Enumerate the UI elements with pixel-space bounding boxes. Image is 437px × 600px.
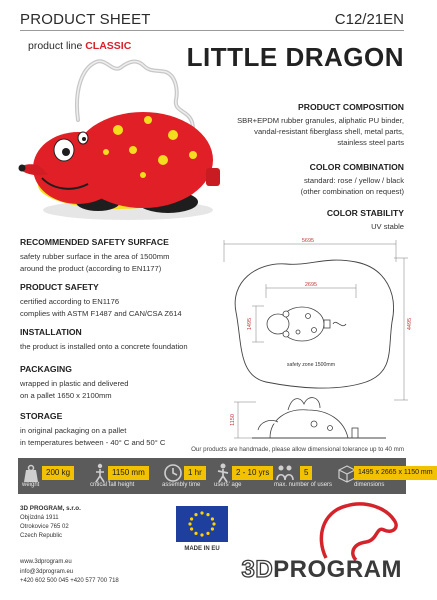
storage-line: in original packaging on a pallet xyxy=(20,426,127,435)
safety-surface-line: around the product (according to EN1177) xyxy=(20,264,162,273)
company-address-line: Czech Republic xyxy=(20,533,63,539)
spec-weight-label: weight xyxy=(22,482,40,488)
logo-name: PROGRAM xyxy=(273,556,402,583)
product-safety-line: certified according to EN1176 xyxy=(20,297,120,306)
color-combination-line: (other combination on request) xyxy=(300,187,404,196)
spec-assembly-time-value: 1 hr xyxy=(184,466,206,480)
installation-block xyxy=(20,326,205,353)
storage-block xyxy=(20,410,205,449)
composition-line: vandal-resistant fiberglass shell, metal parts, xyxy=(254,127,404,136)
spec-users-age-label: users' age xyxy=(214,482,242,488)
sheet-label: PRODUCT SHEET xyxy=(20,11,151,28)
email-link[interactable]: info@3dprogram.eu xyxy=(20,568,74,575)
header-divider xyxy=(20,30,404,31)
packaging-line: wrapped in plastic and delivered xyxy=(20,379,129,388)
safety-zone-label: safety zone 1500mm xyxy=(286,362,336,368)
color-stability-line: UV stable xyxy=(371,222,404,231)
packaging-block xyxy=(20,363,205,402)
dim-inner-width: 2695 xyxy=(304,282,318,288)
sheet-code: C12/21EN xyxy=(334,11,404,28)
composition-heading: PRODUCT COMPOSITION xyxy=(298,102,404,112)
program-logo xyxy=(241,556,402,584)
product-safety-heading: PRODUCT SAFETY xyxy=(20,282,99,292)
installation-line: the product is installed onto a concrete foundation xyxy=(20,342,188,351)
spec-max-users xyxy=(272,458,334,494)
color-combination-line: standard: rose / yellow / black xyxy=(303,176,404,185)
spec-strip xyxy=(18,458,433,494)
weight-icon xyxy=(20,462,42,484)
spec-dimensions-label: dimensions xyxy=(354,482,385,488)
composition-block xyxy=(237,102,404,148)
packaging-line: on a pallet 1650 x 2100mm xyxy=(20,391,112,400)
contact-info xyxy=(20,558,119,587)
spec-users-age-value: 2 - 10 yrs xyxy=(232,466,273,480)
dim-depth: 4495 xyxy=(407,317,413,331)
color-stability-heading: COLOR STABILITY xyxy=(326,208,404,218)
spec-weight xyxy=(18,458,88,494)
product-line-prefix: product line xyxy=(28,40,83,52)
users-icon xyxy=(274,462,296,484)
tolerance-note: Our products are handmade, please allow dimensional tolerance up to 40 mm xyxy=(191,446,404,453)
website-link[interactable]: www.3dprogram.eu xyxy=(20,559,72,565)
company-address-line: Otrokovice 765 02 xyxy=(20,524,69,530)
storage-heading: STORAGE xyxy=(20,411,63,421)
technical-drawing xyxy=(216,232,412,444)
color-stability-block xyxy=(327,208,404,232)
company-info xyxy=(20,504,81,541)
logo-prefix: 3D xyxy=(241,556,274,583)
product-line-name: CLASSIC xyxy=(85,40,132,52)
spec-fall-height-value: 1150 mm xyxy=(108,466,149,480)
made-in-eu: MADE IN EU xyxy=(184,546,220,552)
dim-inner-depth: 1495 xyxy=(247,317,253,331)
product-safety-block xyxy=(20,281,205,320)
company-name: 3D PROGRAM, s.r.o. xyxy=(20,505,81,512)
packaging-heading: PACKAGING xyxy=(20,364,72,374)
composition-line: stainless steel parts xyxy=(337,138,404,147)
spec-users-age xyxy=(212,458,272,494)
safety-surface-block xyxy=(20,236,205,275)
dragon-product-image xyxy=(8,50,223,230)
spec-assembly-time-label: assembly time xyxy=(162,482,201,488)
color-combination-block xyxy=(301,162,404,197)
spec-assembly-time xyxy=(160,458,212,494)
installation-heading: INSTALLATION xyxy=(20,327,82,337)
product-safety-line: complies with ASTM F1487 and CAN/CSA Z614 xyxy=(20,309,182,318)
spec-fall-height-label: critical fall height xyxy=(90,482,135,488)
clock-icon xyxy=(162,462,184,484)
safety-surface-line: safety rubber surface in the area of 1500mm xyxy=(20,252,170,261)
spec-max-users-value: 5 xyxy=(300,466,312,480)
composition-line: SBR+EPDM rubber granules, aliphatic PU binder, xyxy=(237,116,404,125)
eu-flag-icon xyxy=(176,506,228,542)
program-logo-icon xyxy=(306,498,406,562)
safety-surface-heading: RECOMMENDED SAFETY SURFACE xyxy=(20,237,169,247)
phone-numbers: +420 602 500 045 +420 577 700 718 xyxy=(20,578,119,584)
storage-line: in temperatures between - 40° C and 50° C xyxy=(20,438,166,447)
page-title: LITTLE DRAGON xyxy=(186,42,404,72)
spec-fall-height xyxy=(88,458,160,494)
color-combination-heading: COLOR COMBINATION xyxy=(309,162,404,172)
spec-dimensions xyxy=(334,458,433,494)
spec-max-users-label: max. number of users xyxy=(274,482,333,488)
spec-weight-value: 200 kg xyxy=(42,466,74,480)
dim-width: 5695 xyxy=(301,238,315,244)
company-address-line: Objízdná 1911 xyxy=(20,515,59,521)
dim-height: 1150 xyxy=(230,414,236,426)
spec-dimensions-value: 1495 x 2665 x 1150 mm xyxy=(354,466,437,480)
